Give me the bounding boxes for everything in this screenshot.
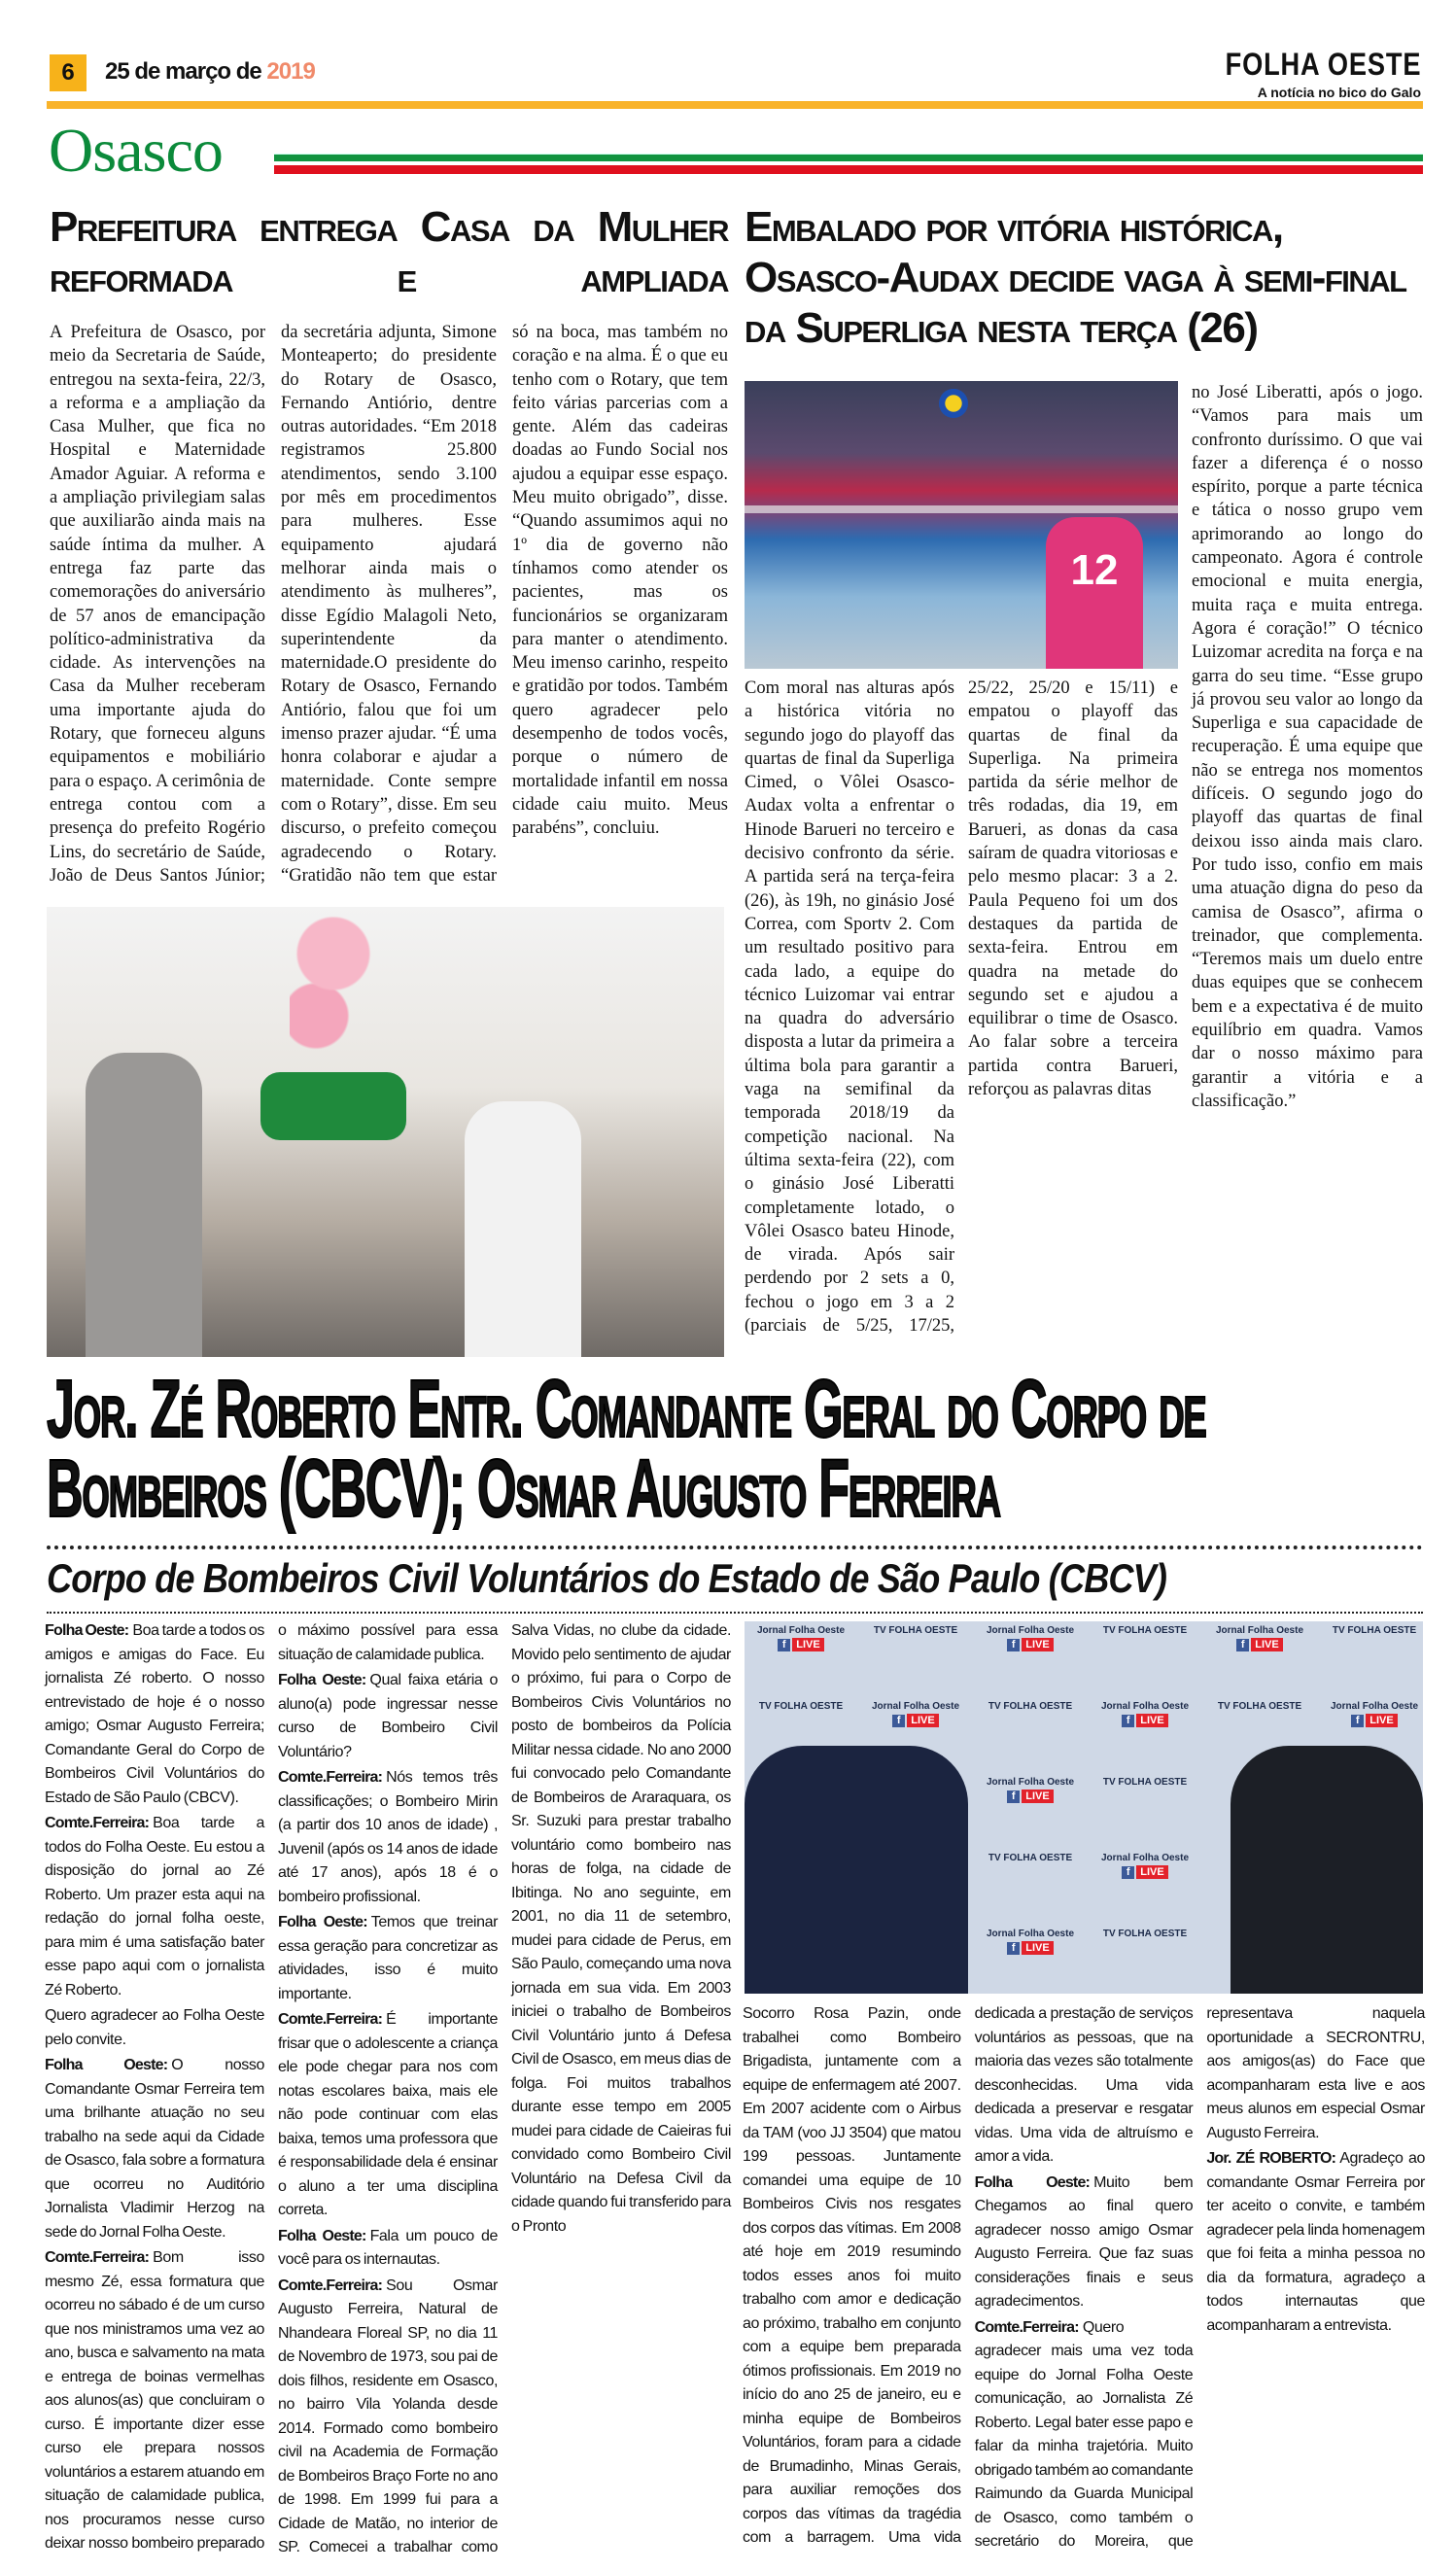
live-badge: LIVE: [1136, 1714, 1167, 1727]
backdrop-label: Jornal Folha Oeste: [986, 1929, 1075, 1939]
backdrop-label: TV FOLHA OESTE: [1332, 1625, 1417, 1636]
backdrop-label: TV FOLHA OESTE: [988, 1701, 1073, 1712]
paragraph-text: Socorro Rosa Pazin, onde trabalhei como Bombeiro Brigadista, juntamente com a equipe de enfermagem até 2007. Em 2007 acidente com o Airbus da TAM (voo JJ 3504) que matou 199 pessoas. Juntamente comandei uma equipe de 10 Bombeiros Civis nos resgates dos corpos das vítimas. Em 2008 até hoje em 2019 resumindo todos esses anos foi muito trabalho com amor e dedicação ao próximo, trabalho em conjunto com a equipe bem preparada ótimos profissionais. Em 2019 no início do ano 25 de janeiro, eu e minha equipe de Bombeiros Voluntários, foram para a cidade de Brumadinho, Minas Gerais, para auxiliar remoções dos corpos das vítimas da tragédia com a barragem. Uma vida dedicada a prestação de serviços voluntários as pessoas, que na maioria das vezes são totalmente desconhecidas. Uma vida dedicada a preservar e resgatar vidas. Uma vida de altruísmo e amor a vida.: [743, 2005, 1194, 2546]
facebook-icon: f: [1122, 1866, 1134, 1879]
brand-name: FOLHA OESTE: [1225, 47, 1421, 82]
person-gray-suit: [86, 1053, 202, 1357]
interview-paragraph: [1206, 2147, 1425, 2338]
backdrop-label: TV FOLHA OESTE: [1102, 1625, 1188, 1636]
interview-paragraph: [278, 1911, 498, 2006]
backdrop-tile: [1089, 1853, 1201, 1879]
speaker-label: Folha Oeste:: [45, 2057, 168, 2073]
live-badge: LIVE: [1366, 1714, 1397, 1727]
paragraph-text: É importante frisar que o adolescente a criança ele pode chegar para nos com notas escolares baixa, mais ele não pode continuar com elas baixa, temos uma professora que é responsabilidade dela é ensinar o aluno a ter uma disciplina correta.: [278, 2011, 498, 2218]
green-cloth: [260, 1072, 406, 1140]
backdrop-label: TV FOLHA OESTE: [1217, 1701, 1302, 1712]
brand-tagline: A notícia no bico do Galo: [1257, 85, 1421, 100]
backdrop-label: Jornal Folha Oeste: [1215, 1625, 1304, 1636]
paragraph-text: Boa tarde a todos do Folha Oeste. Eu estou a disposição do jornal ao Zé Roberto. Um prazer esta aqui na redação do jornal folha oeste, para mim é uma satisfação bater esse papo aqui com o jornalista Zé Roberto.: [45, 1815, 264, 1999]
backdrop-tile: [1203, 1625, 1316, 1651]
paragraph-text: Sou Osmar Augusto Ferreira, Natural de Nhandeara Floreal SP, no dia 11 de Novembro de 1973, sou pai de dois filhos, residente em Osasco, no bairro Vila Yolanda desde 2014. Formado como bombeiro civil na Academia de Formação de Bombeiros Braço Forte no ano de 1998. Em 1999 fui para a Cidade de Matão, no interior de SP. Comecei a trabalhar como Salva Vidas, no clube da cidade. Movido pelo sentimento de ajudar o próximo, fui para o Corpo de Bombeiros Civis Voluntários no posto de bombeiros da Polícia Militar nessa cidade. No ano 2000 fui convocado pelo Comandante de Bombeiros de Araraquara, os Sr. Suzuki para prestar trabalho voluntário como bombeiro nas horas de folga, na cidade de Ibitinga. No ano seguinte, em 2001, no dia 11 de setembro, mudei para cidade de Perus, em São Paulo, começando uma nova jornada em sua vida. Em 2003 iniciei o trabalho de Bombeiros Civil Voluntário junto á Defesa Civil de Osasco, em meus dias de folga. Foi muitos trabalhos durante esse tempo em 2005 mudei para cidade de Caieiras fui convidado como Bombeiro Civil Voluntário na Defesa Civil da cidade quando fui transferido para o Pronto: [278, 1622, 731, 2555]
newspaper-logo: [1191, 47, 1421, 100]
net: [745, 505, 1178, 513]
interview-photo: [745, 1621, 1423, 1994]
backdrop-tile: [974, 1929, 1087, 1955]
live-badge: LIVE: [1022, 1638, 1053, 1651]
interview-paragraph: [278, 2008, 498, 2223]
interview-part1: [45, 1619, 731, 2567]
facebook-icon: f: [1236, 1639, 1249, 1651]
interview-paragraph: [278, 2225, 498, 2273]
paragraph-text: Bom isso mesmo Zé, essa formatura que ocorreu no sábado é de um curso que nos ministramos uma vez ao ano, busca e salvamento na mata e entrega de boinas vermelhas aos alunos(as) que concluiram o curso. É importante dizer esse curso ele prepara nossos voluntários a estarem atuando em situação de calamidade publica, nos procuramos nesse curso deixar nosso bombeiro preparado o máximo possível para essa situação de calamidade publica.: [45, 1622, 498, 2552]
live-badge: LIVE: [907, 1714, 938, 1727]
article1-photo: [47, 907, 724, 1357]
live-badge: LIVE: [1022, 1941, 1053, 1955]
live-badge: LIVE: [792, 1638, 823, 1651]
backdrop-label: TV FOLHA OESTE: [988, 1853, 1073, 1863]
backdrop-tile: [1089, 1777, 1201, 1788]
paragraph-text: Fala um pouco de você para os internautas.: [278, 2227, 498, 2268]
backdrop-label: Jornal Folha Oeste: [986, 1625, 1075, 1636]
backdrop-label: Jornal Folha Oeste: [1100, 1701, 1190, 1712]
live-badge: LIVE: [1136, 1865, 1167, 1879]
section-title: Osasco: [49, 116, 223, 185]
date-text: 25 de março de: [105, 58, 267, 85]
interview-paragraph: [45, 1619, 264, 1810]
paragraph-text: Temos que treinar essa geração para concretizar as atividades, isso é muito importante.: [278, 1914, 498, 2002]
paragraph-text: O nosso Comandante Osmar Ferreira tem uma brilhante atuação no seu trabalho na sede aqui da Cidade de Osasco, fala sobre a formatura que ocorreu no Auditório Jornalista Vladimir Herzog na sede do Jornal Folha Oeste.: [45, 2057, 264, 2241]
speaker-label: Folha Oeste:: [278, 1672, 366, 1688]
speaker-label: Comte.Ferreira:: [278, 2277, 383, 2294]
interview-paragraph: [45, 1812, 264, 2002]
backdrop-tile: [745, 1625, 857, 1651]
dotted-divider: [47, 1546, 1423, 1549]
backdrop-tile: [974, 1625, 1087, 1651]
facebook-icon: f: [778, 1639, 790, 1651]
paragraph-text: Nós temos três classificações; o Bombeiro Mirin (a partir dos 10 anos de idade) , Juvenil (após os 14 anos de idade até 17 anos), após 18 é o bombeiro profissional.: [278, 1769, 498, 1905]
backdrop-tile: [1318, 1625, 1423, 1636]
paragraph-text: Muito bem Chegamos ao final quero agradecer nosso amigo Osmar Augusto Ferreira. Que faz suas considerações finais e seus agradecimentos.: [974, 2173, 1194, 2310]
section-rule-red: [274, 165, 1423, 174]
speaker-label: Jor. ZÉ ROBERTO:: [1206, 2150, 1336, 2167]
facebook-icon: f: [1007, 1790, 1020, 1803]
article3-subtitle: Corpo de Bombeiros Civil Voluntários do Estado de São Paulo (CBCV): [47, 1555, 1167, 1601]
backdrop-label: Jornal Folha Oeste: [986, 1777, 1075, 1788]
volleyball-ball: [939, 389, 968, 418]
date-year: 2019: [266, 58, 315, 85]
backdrop-label: Jornal Folha Oeste: [1330, 1701, 1419, 1712]
article2-body-right: no José Liberatti, após o jogo. “Vamos para mais um confronto duríssimo. O que vai fazer a diferença é o nosso espírito, porque a parte técnica e tática o nosso grupo vem aprimorando ao longo do campeonato. Agora é controle emocional e muita energia, muita raça e muita entrega. Agora é coração!” O técnico Luizomar acredita na força e na garra do seu time. “Esse grupo já provou seu valor ao longo da Superliga e sua capacidade de recuperação. É uma equipe que não se entrega nos momentos difíceis. O segundo jogo do playoff das quartas de final deixou isso ainda mais claro. Por tudo isso, confio em mais uma atuação digna do peso da camisa de Osasco”, afirma o treinador, que complementa. “Teremos mais um duelo entre duas equipes que se conhecem bem e a expectativa é de muito equilíbrio em quadra. Vamos dar o nosso máximo para garantir a vitória e a classificação.”: [1192, 383, 1423, 1111]
paragraph-text: Quero agradecer ao Folha Oeste pelo convite.: [45, 2007, 264, 2048]
article1-headline: Prefeitura entrega Casa da Mulher reformada e ampliada: [50, 203, 728, 301]
issue-date: [105, 58, 315, 86]
facebook-icon: f: [1122, 1715, 1134, 1727]
backdrop-label: TV FOLHA OESTE: [1102, 1777, 1188, 1788]
backdrop-tile: [974, 1777, 1087, 1803]
interview-paragraph: [975, 2172, 1194, 2314]
backdrop-tile: [745, 1701, 857, 1712]
speaker-label: Folha Oeste:: [278, 1914, 367, 1930]
backdrop-tile: [1089, 1929, 1201, 1939]
live-badge: LIVE: [1251, 1638, 1282, 1651]
paragraph-text: Quero agradecer mais uma vez toda equipe do Jornal Folha Oeste comunicação, ao Jornalista Zé Roberto. Legal bater esse papo e falar da minha trajetória. Muito obrigado também ao comandante Raimundo da Guarda Municipal de Osasco, como também o secretário do Moreira, que representava naquela oportunidade a SECRONTRU, aos amigos(as) do Face que acompanharam esta live e aos meus alunos em especial Osmar Augusto Ferreira.: [974, 2005, 1425, 2550]
live-badge: LIVE: [1022, 1790, 1053, 1803]
interview-paragraph: [278, 1669, 498, 1764]
facebook-icon: f: [1351, 1715, 1364, 1727]
page-number: 6: [50, 54, 87, 91]
backdrop-label: Jornal Folha Oeste: [1100, 1853, 1190, 1863]
article3-headline-text: Jor. Zé Roberto Entr. Comandante Geral do Corpo de Bombeiros (CBCV); Osmar Augusto Ferreira: [47, 1363, 1206, 1534]
backdrop-tile: [974, 1701, 1087, 1712]
speaker-label: Folha Oeste:: [45, 1622, 129, 1639]
interview-paragraph: [45, 2054, 264, 2244]
interview-part2: [743, 2002, 1425, 2571]
backdrop-tile: [1203, 1701, 1316, 1712]
backdrop-tile: [859, 1625, 972, 1636]
interview-paragraph: [45, 2004, 264, 2052]
facebook-icon: f: [1007, 1639, 1020, 1651]
backdrop-label: TV FOLHA OESTE: [873, 1625, 958, 1636]
facebook-icon: f: [1007, 1942, 1020, 1955]
speaker-label: Comte.Ferreira:: [45, 2249, 150, 2266]
section-rule-green: [274, 154, 1423, 161]
person-white-coat: [465, 1101, 581, 1357]
volleyball-photo: [745, 381, 1178, 669]
person-uniform: [745, 1746, 968, 1994]
interview-paragraph: [278, 1766, 498, 1909]
backdrop-tile: [1089, 1625, 1201, 1636]
backdrop-tile: [1318, 1701, 1423, 1727]
paragraph-text: Boa tarde a todos os amigos e amigas do Face. Eu jornalista Zé roberto. O nosso entrevistado de hoje é o nosso amigo; Osmar Augusto Ferreira; Comandante Geral do Corpo de Bombeiros Civil Voluntários do Estado de São Paulo (CBCV).: [45, 1622, 264, 1806]
speaker-label: Folha Oeste:: [974, 2173, 1091, 2191]
backdrop-label: Jornal Folha Oeste: [756, 1625, 846, 1636]
backdrop-tile: [1089, 1701, 1201, 1727]
dotted-divider: [47, 1612, 1423, 1614]
article2-headline: Embalado por vitória histórica, Osasco-Audax decide vaga à semi-final da Superliga nesta terça (26): [745, 203, 1406, 352]
speaker-label: Comte.Ferreira:: [974, 2318, 1079, 2336]
backdrop-label: TV FOLHA OESTE: [1102, 1929, 1188, 1939]
backdrop-label: TV FOLHA OESTE: [758, 1701, 844, 1712]
backdrop-tile: [974, 1853, 1087, 1863]
article2-body-left: Com moral nas alturas após a histórica vitória no segundo jogo do playoff das quartas de final da Superliga Cimed, o Vôlei Osasco-Audax volta a enfrentar o Hinode Barueri no terceiro e decisivo confronto da série. A partida será na terça-feira (26), às 19h, no ginásio José Correa, com Sportv 2. Com um resultado positivo para cada lado, a equipe do técnico Luizomar vai entrar na quadra do adversário disposta a lutar da primeira a última bola para garantir a vaga na semifinal da temporada 2018/19 da competição nacional. Na última sexta-feira (22), com o ginásio José Liberatti completamente lotado, o Vôlei Osasco bateu Hinode, de virada. Após sair perdendo por 2 sets a 0, fechou o jogo em 3 a 2 (parciais de 5/25, 17/25, 25/22, 25/20 e 15/11) e empatou o playoff das quartas de final da Superliga. Na primeira partida da série melhor de três rodadas, dia 19, em Barueri, as donas da casa saíram de quadra vitoriosas e pelo mesmo placar: 3 a 2. Paula Pequeno foi um dos destaques da partida de sexta-feira. Entrou em quadra na metade do segundo set e ajudou a equilibrar o time de Osasco. Ao falar sobre a terceira partida contra Barueri, reforçou as palavras ditas: [745, 678, 1178, 1337]
paragraph-text: Agradeço ao comandante Osmar Ferreira por ter aceito o convite, e também agradecer pela linda homenagem que foi feita a minha pessoa no dia da formatura, agradeço a todos internautas que acompanharam a entrevista.: [1206, 2150, 1425, 2334]
article1-body: A Prefeitura de Osasco, por meio da Secretaria de Saúde, entregou na sexta-feira, 22/3, a reforma e a ampliação da Casa Mulher, que fica no Hospital e Maternidade Amador Aguiar. A reforma e a ampliação privilegiam salas que auxiliarão ainda mais na saúde íntima da mulher. A entrega faz parte das comemorações do aniversário de 57 anos de emancipação político-administrativa da cidade. As intervenções na Casa da Mulher receberam uma importante ajuda do Rotary, que forneceu alguns equipamentos e mobiliário para o espaço. A cerimônia de entrega contou com a presença do prefeito Rogério Lins, do secretário de Saúde, João de Deus Santos Júnior; da secretária adjunta, Simone Monteaperto; do presidente do Rotary de Osasco, Fernando Antiório, dentre outras autoridades. “Em 2018 registramos 25.800 atendimentos, sendo 3.100 por mês em procedimentos para mulheres. Esse equipamento ajudará melhorar ainda mais o atendimento às mulheres”, disse Egídio Malagoli Neto, superintendente da maternidade.O presidente do Rotary de Osasco, Fernando Antiório, falou que foi um imenso prazer ajudar. “É uma honra colaborar e ajudar a maternidade. Conte sempre com o Rotary”, disse. Em seu discurso, o prefeito começou agradecendo o Rotary. “Gratidão não tem que estar só na boca, mas também no coração e na alma. É o que eu tenho com o Rotary, que tem feito várias parcerias com a gente. Além das cadeiras doadas ao Fundo Social nos ajudou a equipar esse espaço. Meu muito obrigado”, disse. “Quando assumimos aqui no 1º dia de governo não tínhamos como atender os pacientes, mas os funcionários se organizaram para manter o atendimento. Meu imenso carinho, respeito e gratidão por todos. Também quero agradecer pelo desempenho de todos vocês, porque o número de mortalidade infantil em nossa cidade caiu muito. Meus parabéns”, concluiu.: [50, 323, 728, 886]
backdrop-tile: [859, 1701, 972, 1727]
speaker-label: Comte.Ferreira:: [278, 1769, 383, 1786]
facebook-icon: f: [892, 1715, 905, 1727]
person-interviewer: [1231, 1746, 1423, 1994]
paragraph-text: Qual faixa etária o aluno(a) pode ingressar nesse curso de Bombeiro Civil Voluntário?: [278, 1672, 498, 1760]
speaker-label: Comte.Ferreira:: [278, 2011, 383, 2028]
article3-headline: [47, 1363, 1427, 1534]
backdrop-label: Jornal Folha Oeste: [871, 1701, 960, 1712]
speaker-label: Folha Oeste:: [278, 2227, 366, 2244]
player-jersey: 12: [1046, 517, 1143, 669]
header-rule: [47, 101, 1423, 109]
speaker-label: Comte.Ferreira:: [45, 1815, 150, 1831]
balloons: [290, 907, 377, 1062]
